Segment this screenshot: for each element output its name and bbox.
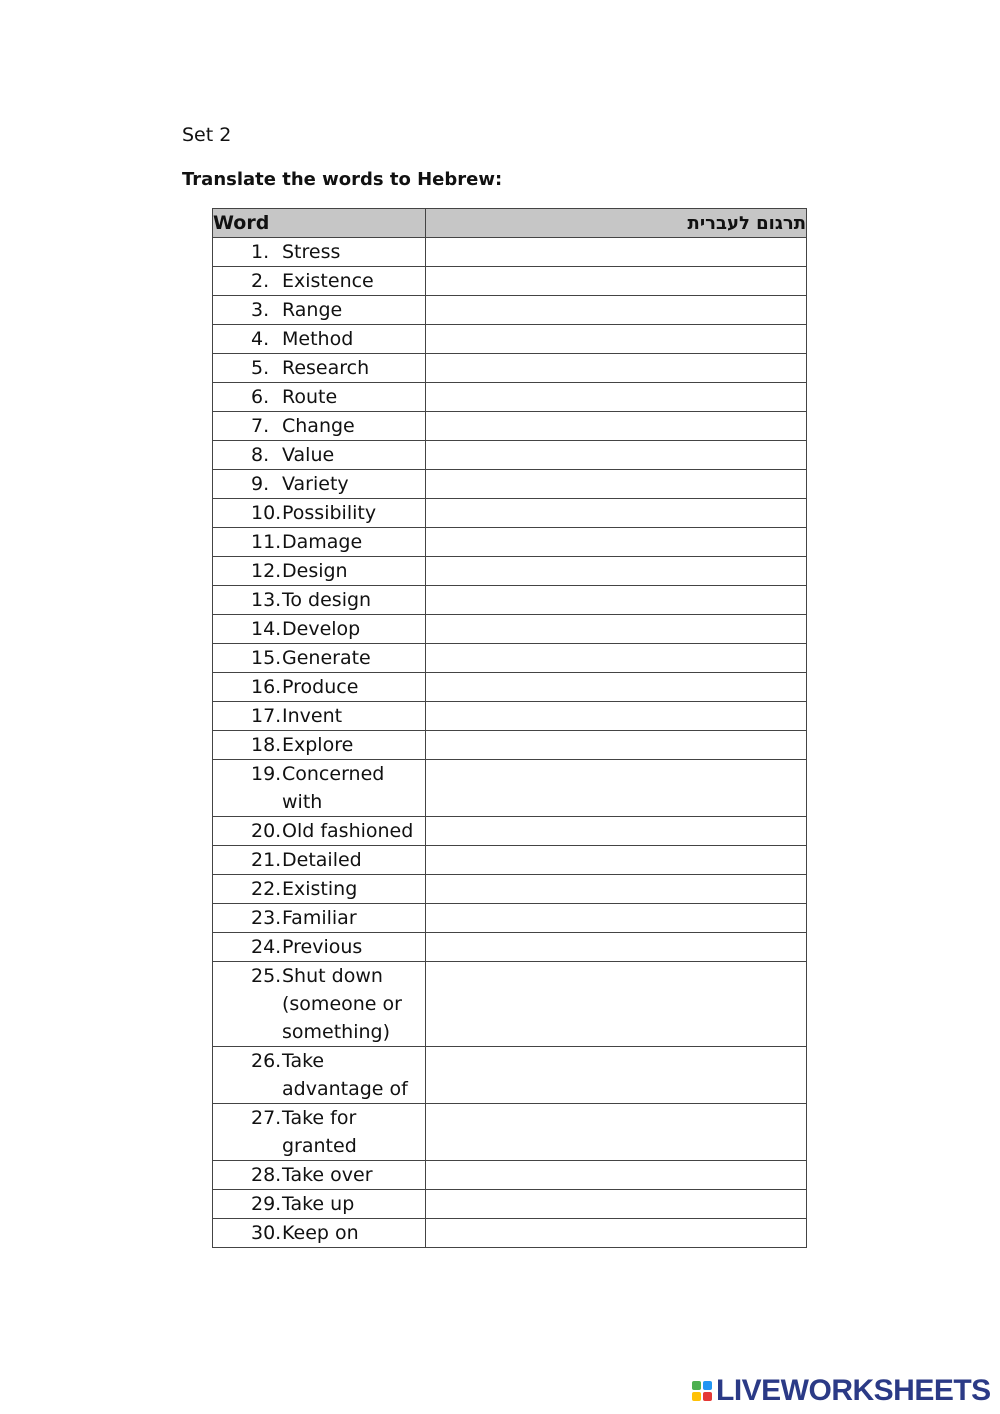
table-row	[213, 760, 807, 817]
vocabulary-word: Existing	[282, 878, 358, 900]
table-row	[213, 296, 807, 325]
word-cell	[213, 528, 426, 557]
translation-answer-cell[interactable]	[425, 731, 806, 760]
table-row	[213, 586, 807, 615]
logo-text: LIVEWORKSHEETS	[716, 1374, 991, 1407]
vocabulary-word: Take over	[282, 1164, 373, 1186]
table-row	[213, 817, 807, 846]
vocabulary-word: Invent	[282, 705, 343, 727]
item-number: 28.	[251, 1164, 282, 1186]
item-number: 2.	[251, 270, 270, 292]
table-row	[213, 904, 807, 933]
translation-answer-cell[interactable]	[425, 296, 806, 325]
table-row	[213, 933, 807, 962]
table-row	[213, 731, 807, 760]
item-number: 23.	[251, 907, 282, 929]
item-number: 10.	[251, 502, 282, 524]
translation-answer-cell[interactable]	[425, 325, 806, 354]
table-row	[213, 615, 807, 644]
logo-square	[692, 1392, 701, 1401]
vocabulary-word: Familiar	[282, 907, 357, 929]
word-cell	[213, 1104, 426, 1161]
word-cell	[213, 1219, 426, 1248]
item-number: 27.	[251, 1107, 282, 1129]
translation-answer-cell[interactable]	[425, 644, 806, 673]
table-row	[213, 1219, 807, 1248]
column-header-word: Word	[213, 209, 426, 238]
item-number: 13.	[251, 589, 282, 611]
vocabulary-word: Take for granted	[282, 1107, 357, 1157]
item-number: 26.	[251, 1050, 282, 1072]
table-header-row	[213, 209, 807, 238]
vocabulary-word: Method	[282, 328, 354, 350]
vocabulary-word: Variety	[282, 473, 349, 495]
vocabulary-word: Old fashioned	[282, 820, 414, 842]
item-number: 9.	[251, 473, 270, 495]
translation-answer-cell[interactable]	[425, 586, 806, 615]
table-body	[213, 238, 807, 1248]
translation-answer-cell[interactable]	[425, 383, 806, 412]
logo-square	[703, 1381, 712, 1390]
vocabulary-word: Take up	[282, 1193, 355, 1215]
word-cell	[213, 325, 426, 354]
translation-answer-cell[interactable]	[425, 673, 806, 702]
word-cell	[213, 354, 426, 383]
word-cell	[213, 1190, 426, 1219]
word-cell	[213, 296, 426, 325]
translation-answer-cell[interactable]	[425, 904, 806, 933]
word-cell	[213, 875, 426, 904]
item-number: 6.	[251, 386, 270, 408]
word-cell	[213, 760, 426, 817]
item-number: 7.	[251, 415, 270, 437]
item-number: 14.	[251, 618, 282, 640]
word-cell	[213, 644, 426, 673]
word-cell	[213, 904, 426, 933]
word-cell	[213, 383, 426, 412]
item-number: 24.	[251, 936, 282, 958]
word-cell	[213, 470, 426, 499]
vocabulary-word: Take advantage of	[282, 1050, 408, 1100]
translation-answer-cell[interactable]	[425, 238, 806, 267]
translation-answer-cell[interactable]	[425, 1104, 806, 1161]
translation-answer-cell[interactable]	[425, 1047, 806, 1104]
table-row	[213, 238, 807, 267]
liveworksheets-logo	[692, 1374, 991, 1408]
word-cell	[213, 933, 426, 962]
translation-answer-cell[interactable]	[425, 1219, 806, 1248]
table-row	[213, 470, 807, 499]
vocabulary-word: Stress	[282, 241, 341, 263]
table-row	[213, 644, 807, 673]
translation-answer-cell[interactable]	[425, 875, 806, 904]
vocabulary-word: Existence	[282, 270, 374, 292]
table-row	[213, 325, 807, 354]
item-number: 4.	[251, 328, 270, 350]
word-cell	[213, 586, 426, 615]
vocabulary-word: Research	[282, 357, 370, 379]
translation-answer-cell[interactable]	[425, 846, 806, 875]
word-cell	[213, 962, 426, 1047]
translation-answer-cell[interactable]	[425, 1190, 806, 1219]
item-number: 3.	[251, 299, 270, 321]
table-row	[213, 1104, 807, 1161]
word-cell	[213, 702, 426, 731]
word-cell	[213, 731, 426, 760]
logo-grid-icon	[692, 1381, 712, 1401]
word-cell	[213, 673, 426, 702]
vocabulary-word: Explore	[282, 734, 354, 756]
table-row	[213, 412, 807, 441]
vocabulary-word: Shut down (someone or something)	[282, 965, 402, 1043]
vocabulary-word: Range	[282, 299, 343, 321]
item-number: 21.	[251, 849, 282, 871]
vocabulary-word: Produce	[282, 676, 359, 698]
item-number: 18.	[251, 734, 282, 756]
table-row	[213, 354, 807, 383]
word-cell	[213, 557, 426, 586]
table-row	[213, 962, 807, 1047]
word-cell	[213, 267, 426, 296]
item-number: 8.	[251, 444, 270, 466]
vocabulary-table	[212, 208, 807, 1248]
word-cell	[213, 846, 426, 875]
vocabulary-word: To design	[282, 589, 372, 611]
logo-square	[692, 1381, 701, 1390]
word-cell	[213, 238, 426, 267]
translation-answer-cell[interactable]	[425, 933, 806, 962]
item-number: 19.	[251, 763, 282, 785]
vocabulary-word: Generate	[282, 647, 371, 669]
item-number: 30.	[251, 1222, 282, 1244]
translation-answer-cell[interactable]	[425, 470, 806, 499]
translation-answer-cell[interactable]	[425, 817, 806, 846]
item-number: 15.	[251, 647, 282, 669]
vocabulary-word: Concerned with	[282, 763, 385, 813]
translation-answer-cell[interactable]	[425, 1161, 806, 1190]
translation-answer-cell[interactable]	[425, 557, 806, 586]
item-number: 11.	[251, 531, 282, 553]
table-row	[213, 702, 807, 731]
translation-answer-cell[interactable]	[425, 702, 806, 731]
word-cell	[213, 1047, 426, 1104]
translation-answer-cell[interactable]	[425, 528, 806, 557]
translation-answer-cell[interactable]	[425, 760, 806, 817]
vocabulary-word: Design	[282, 560, 348, 582]
word-cell	[213, 615, 426, 644]
translation-answer-cell[interactable]	[425, 962, 806, 1047]
table-row	[213, 499, 807, 528]
table-row	[213, 1190, 807, 1219]
item-number: 22.	[251, 878, 282, 900]
table-row	[213, 673, 807, 702]
word-cell	[213, 817, 426, 846]
table-row	[213, 383, 807, 412]
table-row	[213, 846, 807, 875]
vocabulary-word: Develop	[282, 618, 361, 640]
vocabulary-word: Change	[282, 415, 355, 437]
table-row	[213, 1161, 807, 1190]
vocabulary-word: Possibility	[282, 502, 377, 524]
item-number: 25.	[251, 965, 282, 987]
translation-answer-cell[interactable]	[425, 412, 806, 441]
table-row	[213, 1047, 807, 1104]
word-cell	[213, 441, 426, 470]
item-number: 16.	[251, 676, 282, 698]
item-number: 1.	[251, 241, 270, 263]
translation-answer-cell[interactable]	[425, 615, 806, 644]
item-number: 17.	[251, 705, 282, 727]
vocabulary-word: Value	[282, 444, 335, 466]
vocabulary-word: Keep on	[282, 1222, 359, 1244]
set-label: Set 2	[182, 124, 232, 146]
item-number: 12.	[251, 560, 282, 582]
column-header-hebrew-translation: תרגום לעברית	[425, 209, 806, 238]
table-row	[213, 875, 807, 904]
word-cell	[213, 412, 426, 441]
item-number: 5.	[251, 357, 270, 379]
table-row	[213, 267, 807, 296]
translation-answer-cell[interactable]	[425, 354, 806, 383]
instruction-heading: Translate the words to Hebrew:	[182, 169, 503, 190]
translation-answer-cell[interactable]	[425, 499, 806, 528]
item-number: 29.	[251, 1193, 282, 1215]
table-row	[213, 557, 807, 586]
logo-square	[703, 1392, 712, 1401]
table-row	[213, 441, 807, 470]
word-cell	[213, 1161, 426, 1190]
word-cell	[213, 499, 426, 528]
item-number: 20.	[251, 820, 282, 842]
translation-answer-cell[interactable]	[425, 267, 806, 296]
translation-answer-cell[interactable]	[425, 441, 806, 470]
table-row	[213, 528, 807, 557]
vocabulary-word: Previous	[282, 936, 363, 958]
vocabulary-word: Detailed	[282, 849, 362, 871]
vocabulary-word: Damage	[282, 531, 363, 553]
vocabulary-word: Route	[282, 386, 338, 408]
